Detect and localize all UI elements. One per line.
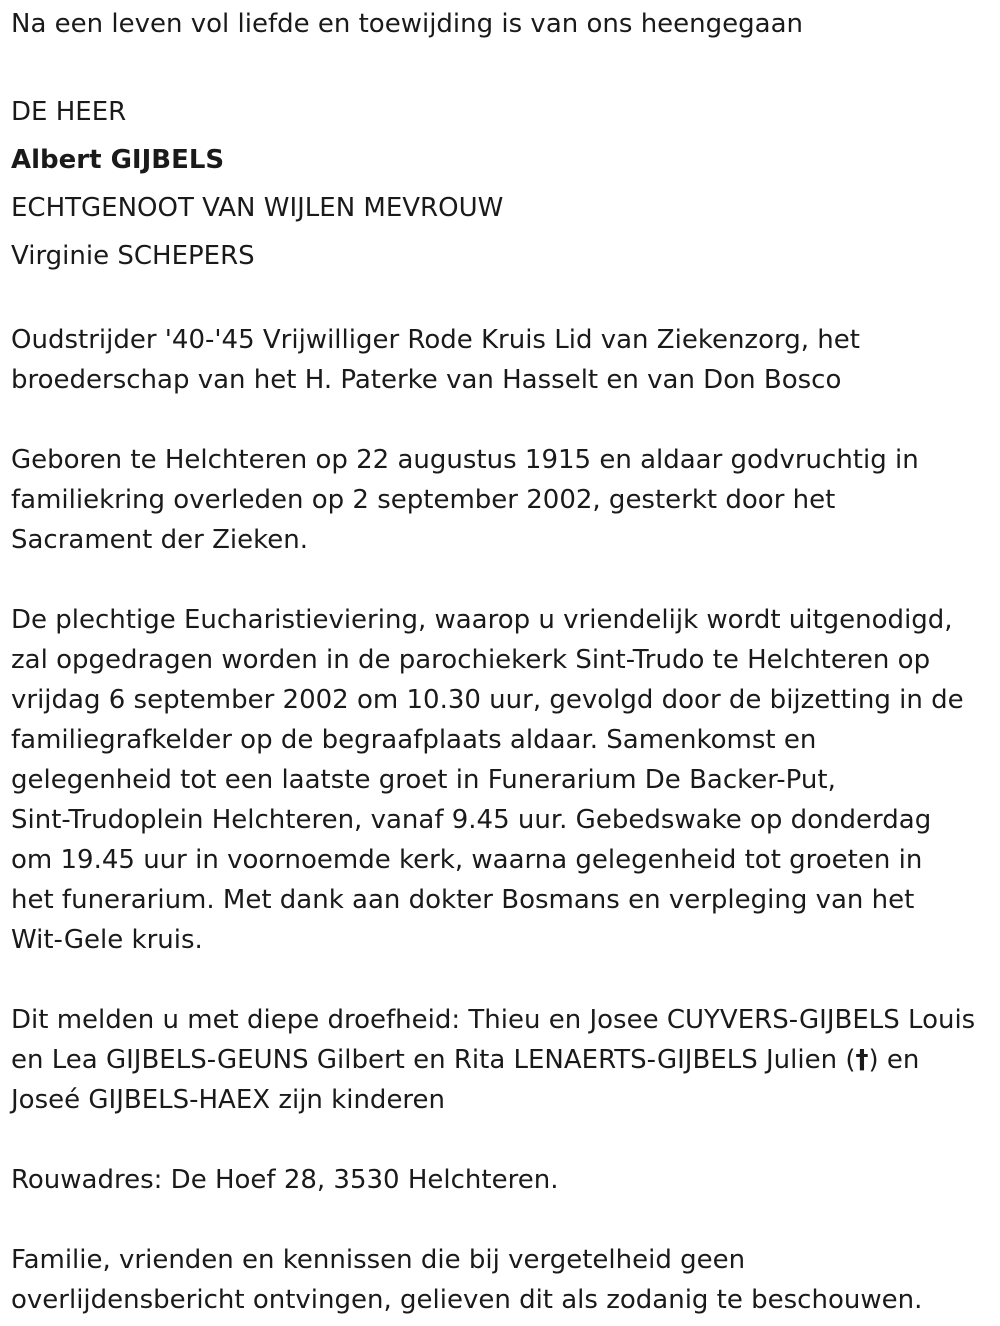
- birth-death-paragraph: [11, 440, 996, 560]
- mourning-address: Rouwadres: De Hoef 28, 3530 Helchteren.: [11, 1165, 559, 1195]
- family-line-start: en Lea GIJBELS-GEUNS Gilbert en Rita LENAERTS-GIJBELS Julien (: [11, 1045, 856, 1075]
- ceremony-line: familiegrafkelder op de begraafplaats aldaar. Samenkomst en: [11, 725, 817, 755]
- spouse-name: Virginie SCHEPERS: [11, 241, 255, 271]
- birth-death-line: Sacrament der Zieken.: [11, 525, 308, 555]
- ceremony-line: Sint-Trudoplein Helchteren, vanaf 9.45 uur. Gebedswake op donderdag: [11, 805, 932, 835]
- ceremony-line: vrijdag 6 september 2002 om 10.30 uur, gevolgd door de bijzetting in de: [11, 685, 964, 715]
- titles-paragraph: [11, 320, 996, 400]
- family-line: Dit melden u met diepe droefheid: Thieu en Josee CUYVERS-GIJBELS Louis: [11, 1005, 976, 1035]
- salutation: DE HEER: [11, 97, 127, 127]
- closing-line: overlijdensbericht ontvingen, gelieven dit als zodanig te beschouwen.: [11, 1285, 923, 1315]
- titles-line: Oudstrijder '40-'45 Vrijwilliger Rode Kruis Lid van Ziekenzorg, het: [11, 325, 860, 355]
- address-paragraph: [11, 1160, 996, 1200]
- ceremony-line: De plechtige Eucharistieviering, waarop u vriendelijk wordt uitgenodigd,: [11, 605, 953, 635]
- closing-line: Familie, vrienden en kennissen die bij vergetelheid geen: [11, 1245, 746, 1275]
- ceremony-line: het funerarium. Met dank aan dokter Bosmans en verpleging van het: [11, 885, 915, 915]
- ceremony-line: om 19.45 uur in voornoemde kerk, waarna gelegenheid tot groeten in: [11, 845, 923, 875]
- closing-paragraph: [11, 1240, 996, 1320]
- cross-icon: †: [855, 1045, 869, 1075]
- ceremony-line: gelegenheid tot een laatste groet in Funerarium De Backer-Put,: [11, 765, 836, 795]
- family-line-end: ) en: [868, 1045, 920, 1075]
- obituary-document: [11, 0, 996, 1320]
- family-paragraph: [11, 1000, 996, 1120]
- deceased-name: Albert GIJBELS: [11, 145, 225, 175]
- relation-line: ECHTGENOOT VAN WIJLEN MEVROUW: [11, 193, 504, 223]
- ceremony-line: zal opgedragen worden in de parochiekerk Sint-Trudo te Helchteren op: [11, 645, 931, 675]
- birth-death-line: Geboren te Helchteren op 22 augustus 1915 en aldaar godvruchtig in: [11, 445, 919, 475]
- family-line: Joseé GIJBELS-HAEX zijn kinderen: [11, 1085, 446, 1115]
- ceremony-paragraph: [11, 600, 996, 960]
- intro-line: Na een leven vol liefde en toewijding is van ons heengegaan: [11, 9, 803, 39]
- ceremony-line: Wit-Gele kruis.: [11, 925, 203, 955]
- family-line: [11, 1040, 996, 1080]
- deceased-title-block: [11, 88, 996, 280]
- titles-line: broederschap van het H. Paterke van Hasselt en van Don Bosco: [11, 365, 842, 395]
- birth-death-line: familiekring overleden op 2 september 2002, gesterkt door het: [11, 485, 836, 515]
